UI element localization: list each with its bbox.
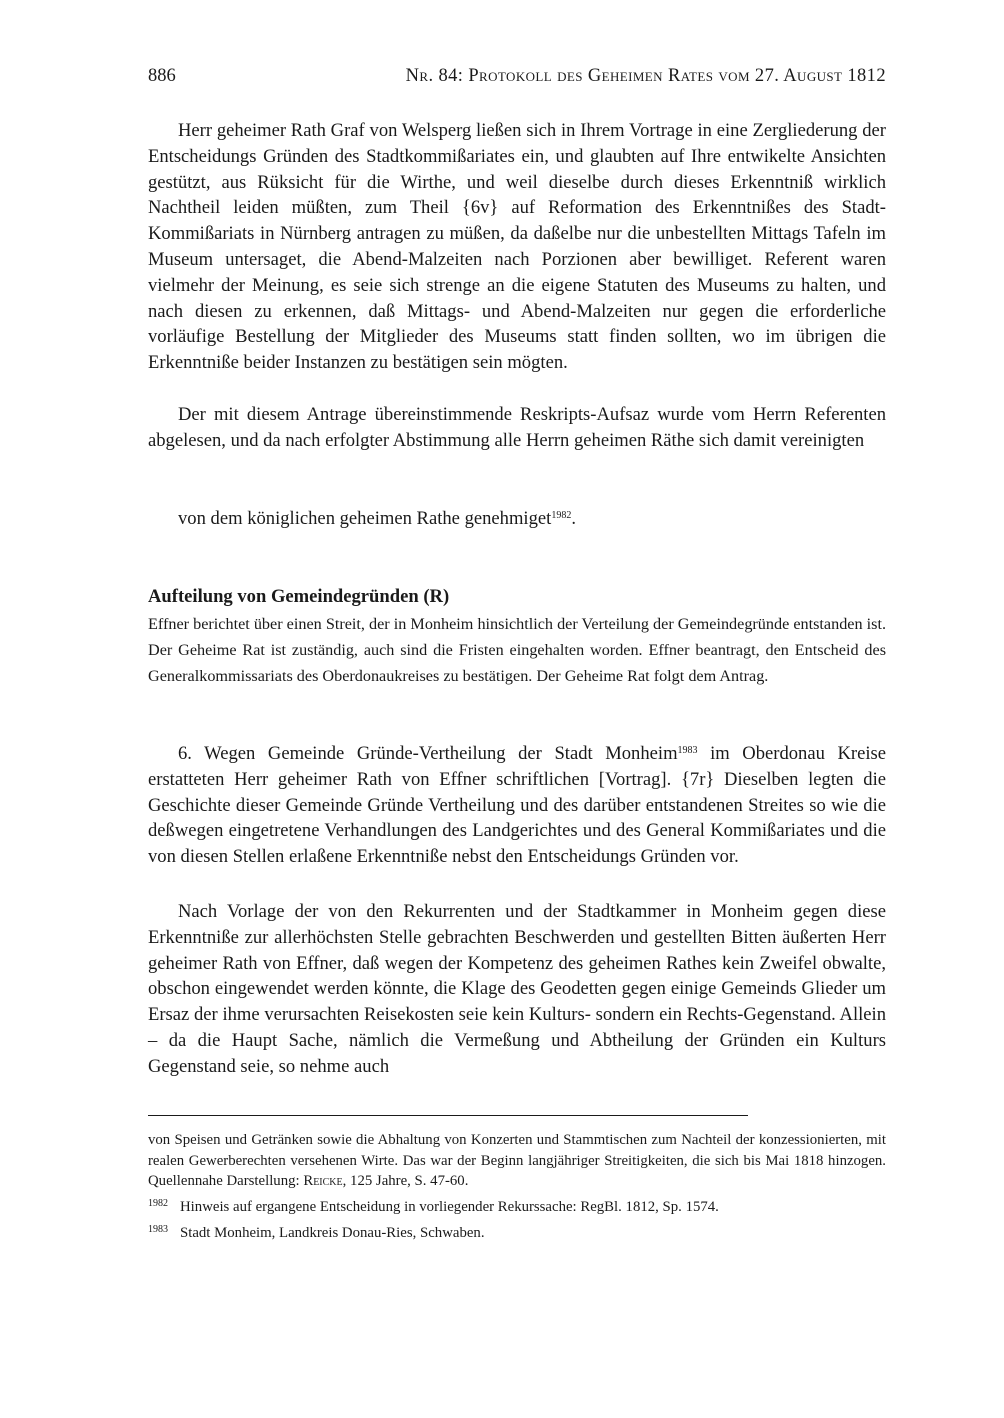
- footnote-text-1983: Stadt Monheim, Landkreis Donau-Ries, Schwaben.: [180, 1225, 485, 1241]
- section-heading: Aufteilung von Gemeindegründen (R): [148, 586, 450, 607]
- footnote-cont-text-a: von Speisen und Getränken sowie die Abhaltung von Konzerten und Stammtischen zum Nachteil der konzessionierten, mit realen Gewerberechten versehenen Wirte. Das war der Beginn langjähriger Streitigkeiten, die sich bis Mai 1818 hinzogen. Quellennahe Darstellung:: [148, 1132, 886, 1189]
- section-summary: Effner berichtet über einen Streit, der in Monheim hinsichtlich der Verteilung der Gemeindegründe entstanden ist. Der Geheime Rat ist zuständig, auch sind die Fristen eingehalten worden. Effner beantragt, den Entscheid des Generalkommissariats des Oberdonaukreises zu bestätigen. Der Geheime Rat folgt dem Antrag.: [148, 615, 886, 686]
- footnote-cont-author: Reicke: [303, 1173, 343, 1189]
- footnote-ref-1982: 1982: [551, 510, 572, 521]
- paragraph-welsperg: Herr geheimer Rath Graf von Welsperg ließen sich in Ihrem Vortrage in eine Zergliederung der Entscheidungs Gründen des Stadtkommißariates ein, und glaubten auf Ihre entwikelte Ansichten gestützt, aus Rüksicht für die Wirthe, und weil dieselbe durch dieses Erkenntniß wirklich Nachtheil leiden müßten, zum Theil {6v} auf Reformation des Erkenntnißes des Stadt-Kommißariats in Nürnberg antragen zu müßen, da daßelbe nur die unbestellten Mittags Tafeln im Museum untersaget, die Abend-Malzeiten nach Porzionen aber bewilliget. Referent waren vielmehr der Meinung, es seie sich strenge an die eigene Statuten des Museums zu halten, und nach diesen zu erkennen, daß Mittags- und Abend-Malzeiten nur gegen die erforderliche vorläufige Bestellung der Mitglieder des Museums statt finden sollten, wo im übrigen die Erkenntniße beider Instanzen zu bestätigen sein mögten.: [148, 120, 886, 374]
- footnote-1982: 1982 Hinweis auf ergangene Entscheidung in vorliegender Rekurssache: RegBl. 1812, Sp. 1574.: [148, 1198, 719, 1215]
- running-title: Nr. 84: Protokoll des Geheimen Rates vom 27. August 1812: [405, 66, 886, 86]
- running-header: [148, 66, 886, 92]
- monheim-text-b: im Oberdonau Kreise erstatteten Herr geheimer Rath von Effner schriftlichen [Vortrag]. {7r} Dieselben legten die Geschichte dieser Gemeinde Gründe Vertheilung und des darüber entstandenen Streites so wie die deßwegen eingetretene Verhandlungen des Landgerichtes und des General Kommißariates und die von diesen Stellen erlaßene Erkenntniße nebst den Entscheidungs Gründen vor.: [148, 743, 886, 868]
- footnote-ref-1983: 1983: [677, 745, 698, 756]
- footnote-1983: 1983 Stadt Monheim, Landkreis Donau-Ries, Schwaben.: [148, 1224, 485, 1241]
- paragraph-monheim: [148, 741, 886, 870]
- page-number: 886: [148, 66, 176, 86]
- paragraph-reskript: Der mit diesem Antrage übereinstimmende Reskripts-Aufsaz wurde vom Herrn Referenten abgelesen, und da nach erfolgter Abstimmung alle Herrn geheimen Räthe sich damit vereinigten: [148, 404, 886, 451]
- paragraph-approval: [148, 506, 886, 532]
- footnote-continuation: [148, 1130, 886, 1192]
- footnote-text-1982: Hinweis auf ergangene Entscheidung in vorliegender Rekurssache: RegBl. 1812, Sp. 1574.: [180, 1199, 719, 1215]
- monheim-text-a: 6. Wegen Gemeinde Gründe-Vertheilung der Stadt Monheim: [178, 743, 678, 764]
- paragraph-effner: Nach Vorlage der von den Rekurrenten und der Stadtkammer in Monheim gegen diese Erkenntniße zur allerhöchsten Stelle gebrachten Beschwerden und gestellten Bitten äußerten Herr geheimer Rath von Effner, daß wegen der Kompetenz des geheimen Rathes kein Zweifel obwalte, obschon eingewendet werden könnte, die Klage des Geodetten gegen einige Gemeinds Glieder um Ersaz der ihme verursachten Reisekosten seie kein Kulturs- sondern ein Rechts-Gegenstand. Allein – da die Haupt Sache, nämlich die Vermeßung und Abtheilung der Gründen ein Kulturs Gegenstand seie, so nehme auch: [148, 901, 886, 1077]
- footnote-rule: [148, 1115, 748, 1116]
- approval-text: von dem königlichen geheimen Rathe genehmiget: [178, 508, 552, 529]
- approval-period: .: [571, 508, 576, 529]
- footnote-cont-text-b: , 125 Jahre, S. 47-60.: [342, 1173, 469, 1189]
